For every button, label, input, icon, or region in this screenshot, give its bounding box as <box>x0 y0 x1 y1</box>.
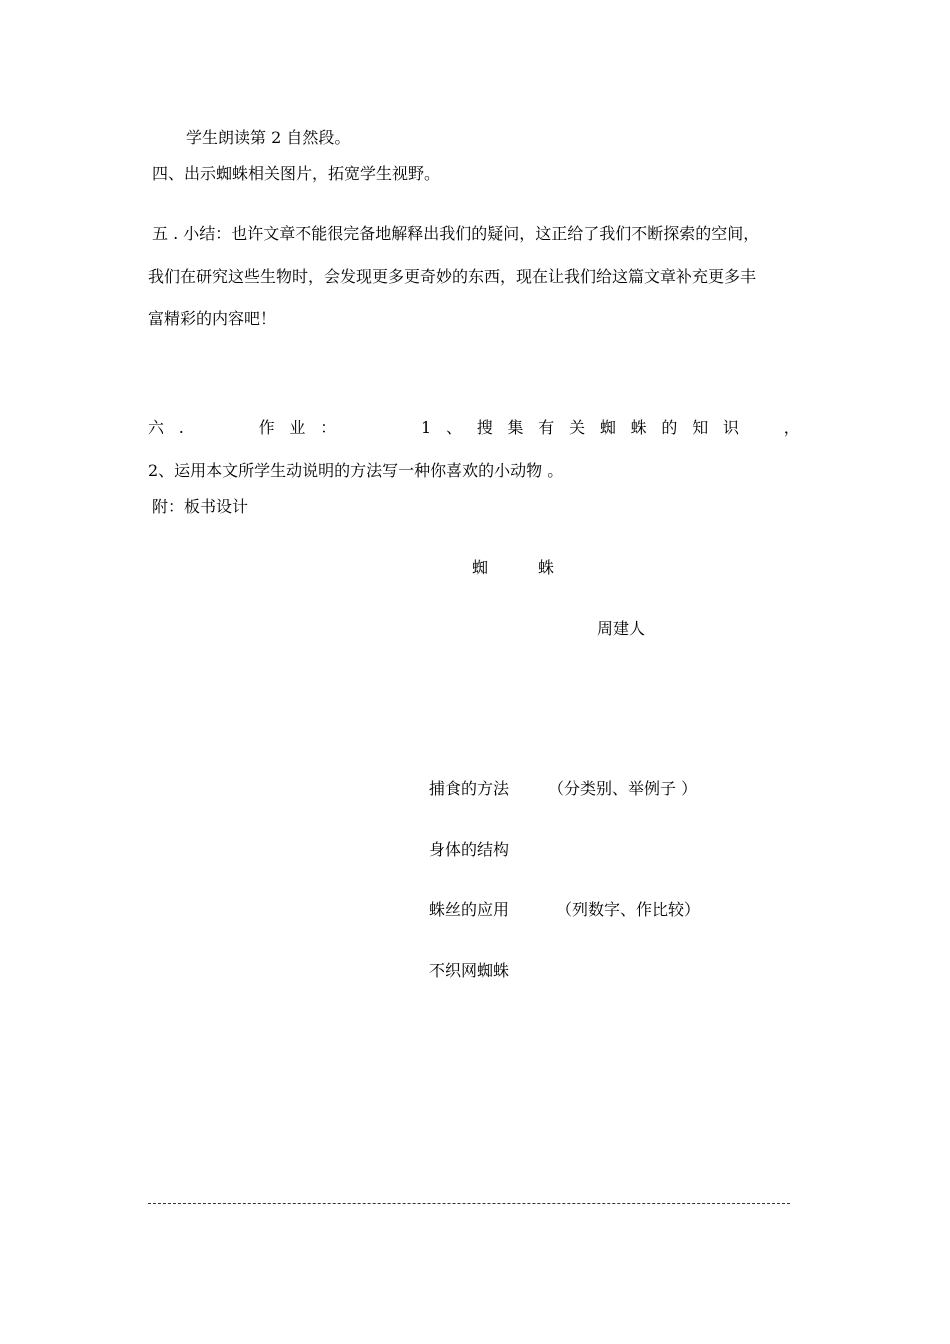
homework-token: 识 <box>722 418 739 437</box>
summary-line-1: 五 . 小结：也许文章不能很完备地解释出我们的疑问，这正给了我们不断探索的空间， <box>152 224 760 243</box>
board-row-label: 捕食的方法 <box>429 779 510 798</box>
homework-line-2: 2、运用本文所学生动说明的方法写一种你喜欢的小动物 。 <box>148 461 564 480</box>
homework-token: 蛛 <box>630 418 647 437</box>
homework-token: 、 <box>445 418 462 437</box>
appendix-heading: 附：板书设计 <box>152 497 249 516</box>
board-title-char-1: 蜘 <box>472 558 489 577</box>
paragraph-reading: 学生朗读第 2 自然段。 <box>186 128 351 147</box>
homework-token: 有 <box>538 418 555 437</box>
homework-token: 搜 <box>476 418 493 437</box>
footer-divider <box>148 1203 790 1204</box>
paragraph-section-four: 四、出示蜘蛛相关图片，拓宽学生视野。 <box>152 164 441 183</box>
board-author: 周建人 <box>597 619 646 638</box>
homework-token: 的 <box>661 418 678 437</box>
homework-token: ， <box>783 418 800 437</box>
homework-token: 关 <box>569 418 586 437</box>
homework-token: 作 <box>258 418 275 437</box>
homework-token: 集 <box>507 418 524 437</box>
homework-line-1 <box>148 418 800 438</box>
homework-token: ： <box>320 418 337 437</box>
summary-line-2: 我们在研究这些生物时，会发现更多更奇妙的东西，现在让我们给这篇文章补充更多丰 <box>148 267 757 286</box>
board-row-note: （列数字、作比较） <box>556 900 701 919</box>
board-row-label: 身体的结构 <box>429 840 510 859</box>
board-row-label: 不织网蜘蛛 <box>429 961 510 980</box>
board-title-char-2: 蛛 <box>538 558 555 577</box>
homework-token: 蜘 <box>599 418 616 437</box>
homework-token: 业 <box>289 418 306 437</box>
board-row-note: （分类别、举例子 ） <box>548 779 698 798</box>
homework-token: . <box>178 418 184 437</box>
board-row-label: 蛛丝的应用 <box>429 900 510 919</box>
homework-token: 1 <box>420 418 432 437</box>
homework-token: 知 <box>692 418 709 437</box>
homework-token: 六 <box>148 418 165 437</box>
summary-line-3: 富精彩的内容吧！ <box>148 309 277 328</box>
